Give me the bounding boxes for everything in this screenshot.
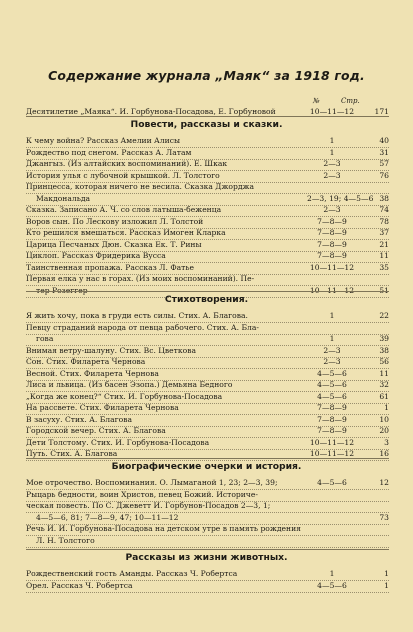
entry-number: 4—5—6 [317,580,347,590]
entry-number: 10—11—12 [309,449,355,458]
entry-text: Рыцарь бедности, воин Христов, певец Божий. Историче- [26,489,258,499]
entry-text: Певцу страданий народа от певца рабочего. Стих. А. Бла- [26,322,259,332]
toc-entry [26,535,389,548]
entry-text: Рождественский гость Аманды. Рассказ Ч. Робертса [26,569,238,578]
entry-page: 12 [379,478,389,487]
entry-text: Дети Толстому. Стих. И. Горбунова-Посадова [26,437,210,447]
section-divider [26,291,389,292]
entry-text: тер Розеггер [36,285,88,295]
entry-page: 73 [379,512,389,522]
entry-page: 39 [379,334,389,343]
section-divider [26,549,389,550]
entry-number: 1 [329,136,335,145]
entry-number: 7—8—9 [317,228,347,237]
section-title: Биографические очерки и история. [111,461,302,472]
entry-number: 10—11—12 [309,262,355,272]
entry-number: 7—8—9 [317,239,347,249]
entry-number: 1 [329,311,335,320]
entry-text: К чему война? Рассказ Амелии Алисы [26,136,180,145]
entry-text: Первая елка у нас в горах. (Из моих воспоминаний). Пе- [26,274,255,283]
entry-number: 7—8—9 [317,426,347,435]
entry-page: 51 [379,285,389,295]
entry-number: 4—5—6 [317,478,347,487]
entry-number: 7—8—9 [317,414,347,424]
entry-number: 2—3 [323,357,341,366]
entry-page: 20 [379,426,389,435]
entry-text: Путь. Стих. А. Благова [26,449,118,458]
entry-text: Лиса и львица. (Из басен Эзопа.) Демьяна Бедного [26,380,233,389]
entry-number: 2—3 [323,159,341,168]
entry-text: Таинственная пропажа. Рассказ Л. Фатье [26,262,195,272]
entry-number: 1 [329,569,335,578]
entry-text: Джангыз. (Из алтайских воспоминаний). Е. Шкак [26,159,228,168]
entry-text: Городской вечер. Стих. А. Благова [26,426,166,435]
entry-text: Воров сын. По Лескову изложил Л. Толстой [26,216,204,226]
entry-page: 35 [379,262,389,272]
entry-number: 4—5—6 [317,380,347,389]
entry-text: Мое отрочество. Воспоминания. О. Лымаганой 1, 23; 2—3, 39; [26,478,278,487]
section-divider [26,116,389,117]
section-title: Рассказы из жизни животных. [125,552,288,563]
page-title: Содержание журнала „Маяк“ за 1918 год. [48,68,365,83]
entry-number: 7—8—9 [317,251,347,260]
entry-text: Десятилетие „Маяка“. И. Горбунова-Посадова, Е. Горбуновой [26,107,276,116]
entry-page: 76 [379,170,389,180]
entry-text: Я жить хочу, пока в груди есть силы. Стих. А. Благова. [26,311,248,320]
entry-page: 21 [379,239,389,249]
entry-page: 32 [379,380,389,389]
entry-number: 10—11—12 [309,285,355,295]
entry-number: 1 [329,334,335,343]
entry-number: 7—8—9 [317,403,347,412]
entry-page: 40 [379,136,389,145]
entry-text: Циклоп. Рассказ Фридерика Вусса [26,251,166,260]
entry-number: 7—8—9 [317,216,347,226]
entry-text: Речь И. И. Горбунова-Посадова на детском утре в память рождения [26,524,301,533]
entry-text: Принцесса, которая ничего не весила. Сказка Джорджа [26,182,255,191]
entry-number: 2—3 [323,170,341,180]
entry-page: 16 [379,449,389,458]
entry-page: 10 [379,414,389,424]
entry-text: Кто решился вмешаться. Рассказ Имоген Кларка [26,228,226,237]
entry-page: 3 [384,437,389,447]
entry-text: Царица Песчаных Дюн. Сказка Ек. Т. Рины [26,239,202,249]
entry-text: Внимая ветру-шалуну. Стих. Вс. Цветкова [26,345,196,355]
entry-page: 1 [384,580,389,590]
entry-text: Макдональда [36,193,91,203]
entry-page: 37 [379,228,389,237]
entry-number: 4—5—6 [317,391,347,401]
entry-page: 11 [379,368,389,378]
entry-number: 4—5—6 [317,368,347,378]
entry-number: 2—3 [323,345,341,355]
entry-text: История улья с лубочной крышкой. Л. Толстого [26,170,220,180]
entry-text: 4—5—6, 81; 7—8—9, 47; 10—11—12 [36,512,179,522]
entry-number: 2—3 [323,205,341,214]
entry-page: 61 [379,391,389,401]
entry-number: 2—3, 19; 4—5—6 [307,193,374,203]
entry-text: Весной. Стих. Филарета Чернова [26,368,159,378]
column-header-number: № [313,97,320,105]
entry-page: 31 [379,147,389,157]
entry-page: 57 [379,159,389,168]
section-divider [26,458,389,459]
entry-page: 38 [379,193,389,203]
entry-number: 10—11—12 [309,107,355,116]
entry-text: На рассвете. Стих. Филарета Чернова [26,403,179,412]
column-header-page: Стр. [341,97,360,105]
entry-page: 1 [384,403,389,412]
entry-text: ческая повесть. По С. Джеветт И. Горбунов-Посадов 2—3, 1; [26,501,271,510]
toc-entry [26,448,389,461]
entry-page: 22 [379,311,389,320]
section-title: Повести, рассказы и сказки. [130,119,283,130]
entry-page: 56 [379,357,389,366]
entry-text: В засуху. Стих. А. Благова [26,414,133,424]
entry-page: 11 [379,251,389,260]
entry-number: 10—11—12 [309,437,355,447]
section-title: Стихотворения. [164,294,249,305]
entry-text: „Когда же конец?“ Стих. И. Горбунова-Посадова [26,391,223,401]
entry-text: Сон. Стих. Филарета Чернова [26,357,146,366]
entry-page: 171 [374,107,389,116]
entry-page: 74 [379,205,389,214]
entry-page: 1 [384,569,389,578]
entry-text: Л. Н. Толстого [36,535,95,545]
entry-page: 38 [379,345,389,355]
toc-entry [26,580,389,593]
entry-page: 78 [379,216,389,226]
entry-text: Рождество под снегом. Рассказ А. Латам [26,147,192,157]
entry-text: Сказка. Записано А. Ч. со слов латыша-беженца [26,205,222,214]
entry-text: Орел. Рассказ Ч. Робертса [26,580,133,590]
entry-text: гова [36,334,54,343]
entry-number: 1 [329,147,335,157]
